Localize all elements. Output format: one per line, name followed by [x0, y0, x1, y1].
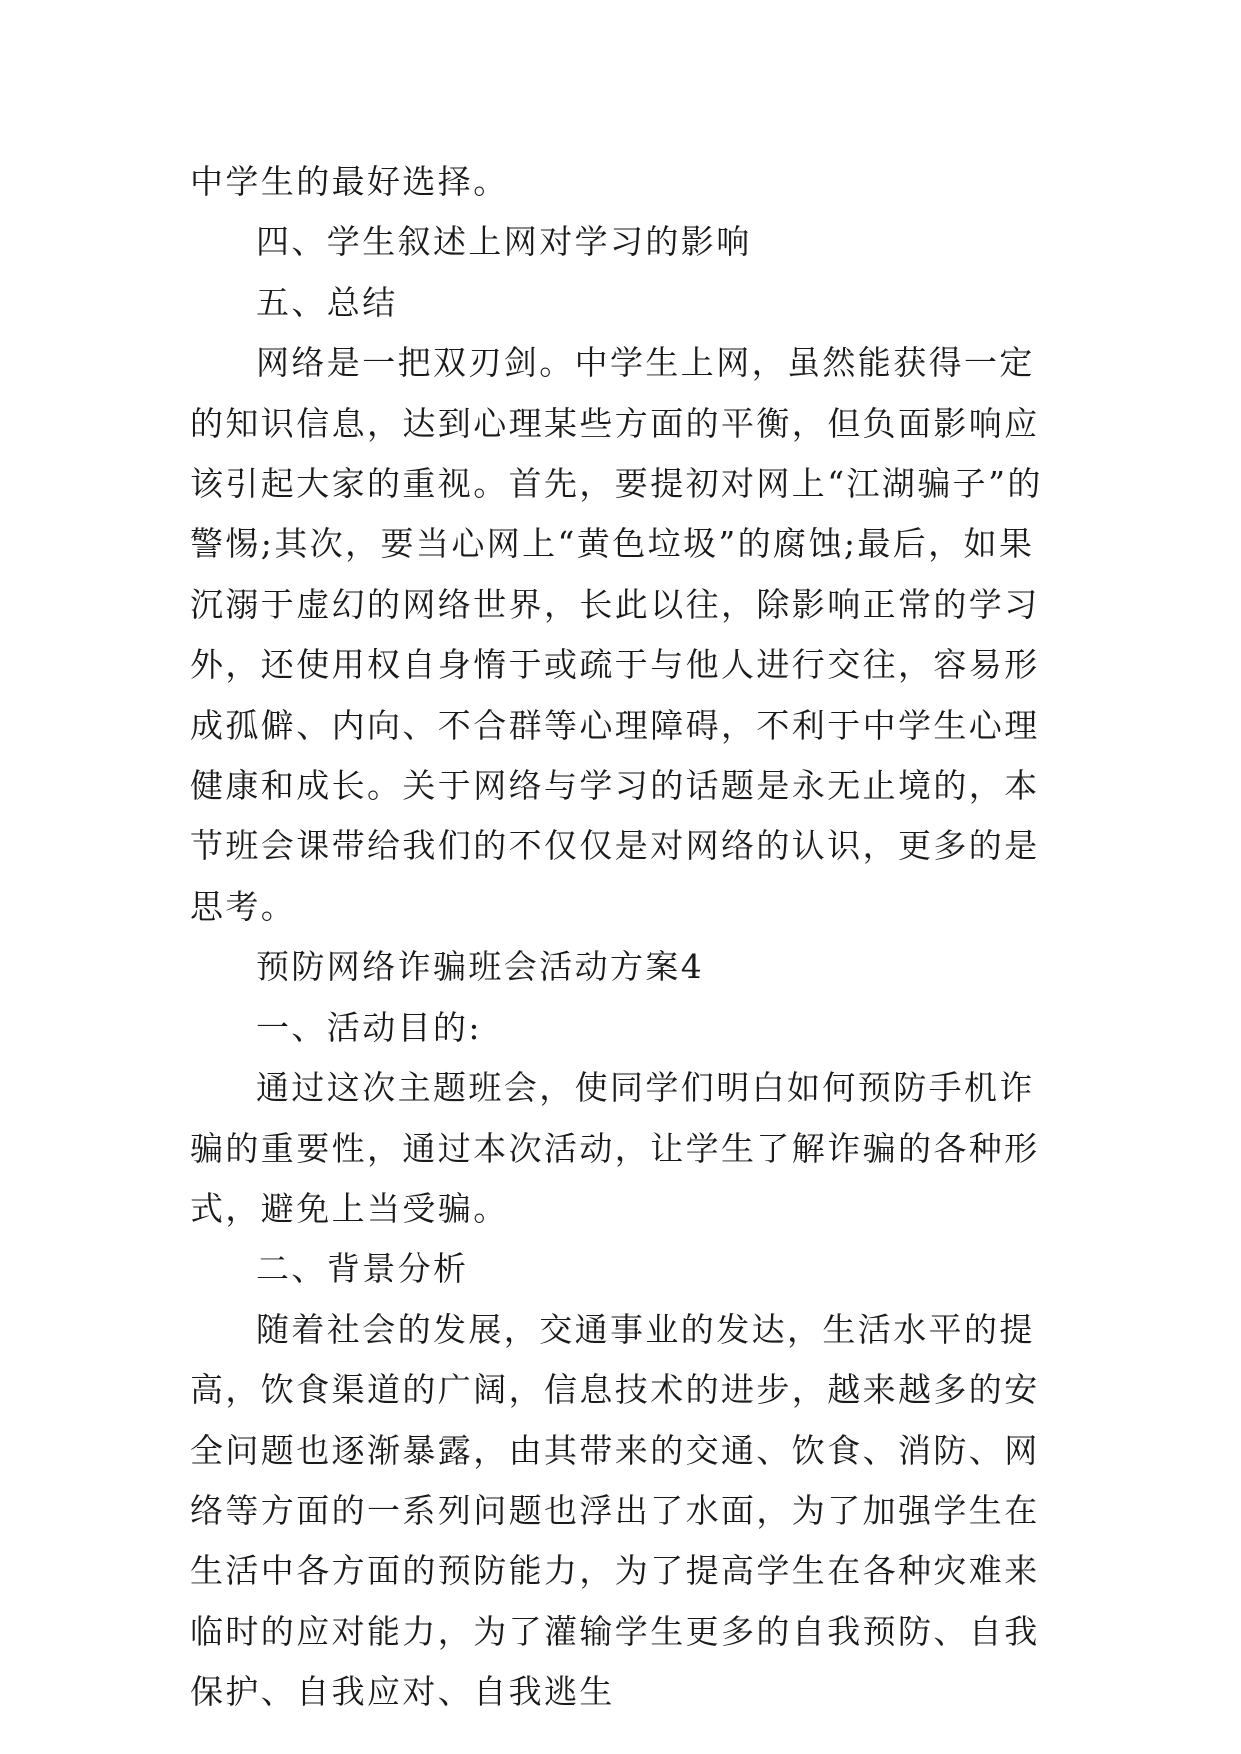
section-heading-1: 一、活动目的: [256, 1007, 482, 1047]
plan-title: 预防网络诈骗班会活动方案4 [256, 947, 705, 987]
section-heading-2: 二、背景分析 [256, 1249, 469, 1289]
section-heading-5: 五、总结 [256, 282, 398, 322]
purpose-paragraph: 通过这次主题班会，使同学们明白如何预防手机诈骗的重要性，通过本次活动，让学生了解诈骗的各种形式，避免上当受骗。 [190, 1068, 1040, 1228]
background-paragraph: 随着社会的发展，交通事业的发达，生活水平的提高，饮食渠道的广阔，信息技术的进步，越来越多的安全问题也逐渐暴露，由其带来的交通、饮食、消防、网络等方面的一系列问题也浮出了水面，为了加强学生在生活中各方面的预防能力，为了提高学生在各种灾难来临时的应对能力，为了灌输学生更多的自我预防、自我保护、自我应对、自我逃生 [190, 1309, 1040, 1712]
summary-paragraph: 网络是一把双刃剑。中学生上网，虽然能获得一定的知识信息，达到心理某些方面的平衡，但负面影响应该引起大家的重视。首先，要提初对网上“江湖骗子”的警惕;其次，要当心网上“黄色垃圾”的腐蚀;最后，如果沉溺于虚幻的网络世界，长此以往，除影响正常的学习外，还使用权自身惰于或疏于与他人进行交往，容易形成孤僻、内向、不合群等心理障碍，不利于中学生心理健康和成长。关于网络与学习的话题是永无止境的，本节班会课带给我们的不仅仅是对网络的认识，更多的是思考。 [190, 343, 1043, 926]
document-body [190, 152, 1060, 1723]
section-heading-4: 四、学生叙述上网对学习的影响 [256, 222, 752, 262]
paragraph-continuation: 中学生的最好选择。 [190, 162, 509, 201]
